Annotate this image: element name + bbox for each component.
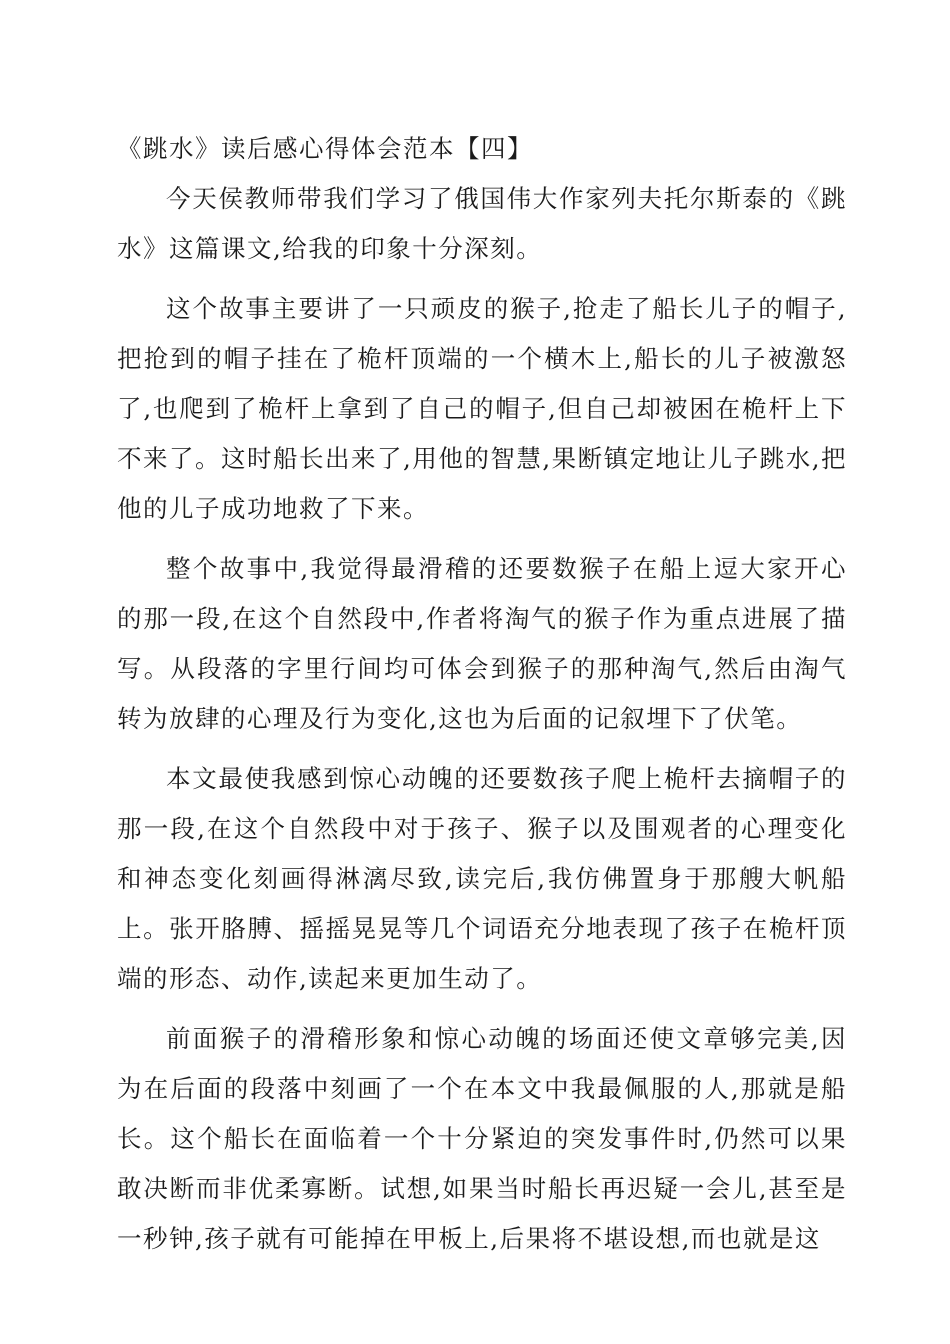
document-body	[117, 124, 847, 1264]
paragraph-2: 这个故事主要讲了一只顽皮的猴子,抢走了船长儿子的帽子,把抢到的帽子挂在了桅杆顶端的一个横木上,船长的儿子被激怒了,也爬到了桅杆上拿到了自己的帽子,但自己却被困在桅杆上下不来了。这时船长出来了,用他的智慧,果断镇定地让儿子跳水,把他的儿子成功地救了下来。	[117, 294, 847, 523]
paragraph-5: 前面猴子的滑稽形象和惊心动魄的场面还使文章够完美,因为在后面的段落中刻画了一个在本文中我最佩服的人,那就是船长。这个船长在面临着一个十分紧迫的突发事件时,仍然可以果敢决断而非优柔寡断。试想,如果当时船长再迟疑一会儿,甚至是一秒钟,孩子就有可能掉在甲板上,后果将不堪设想,而也就是这	[117, 1024, 847, 1253]
document-title: 《跳水》读后感心得体会范本【四】	[117, 134, 533, 163]
paragraph-1: 今天侯教师带我们学习了俄国伟大作家列夫托尔斯泰的《跳水》这篇课文,给我的印象十分深刻。	[117, 184, 847, 263]
paragraph-4: 本文最使我感到惊心动魄的还要数孩子爬上桅杆去摘帽子的那一段,在这个自然段中对于孩子、猴子以及围观者的心理变化和神态变化刻画得淋漓尽致,读完后,我仿佛置身于那艘大帆船上。张开胳膊、摇摇晃晃等几个词语充分地表现了孩子在桅杆顶端的形态、动作,读起来更加生动了。	[117, 764, 847, 993]
paragraph-3: 整个故事中,我觉得最滑稽的还要数猴子在船上逗大家开心的那一段,在这个自然段中,作者将淘气的猴子作为重点进展了描写。从段落的字里行间均可体会到猴子的那种淘气,然后由淘气转为放肆的心理及行为变化,这也为后面的记叙埋下了伏笔。	[117, 554, 847, 733]
